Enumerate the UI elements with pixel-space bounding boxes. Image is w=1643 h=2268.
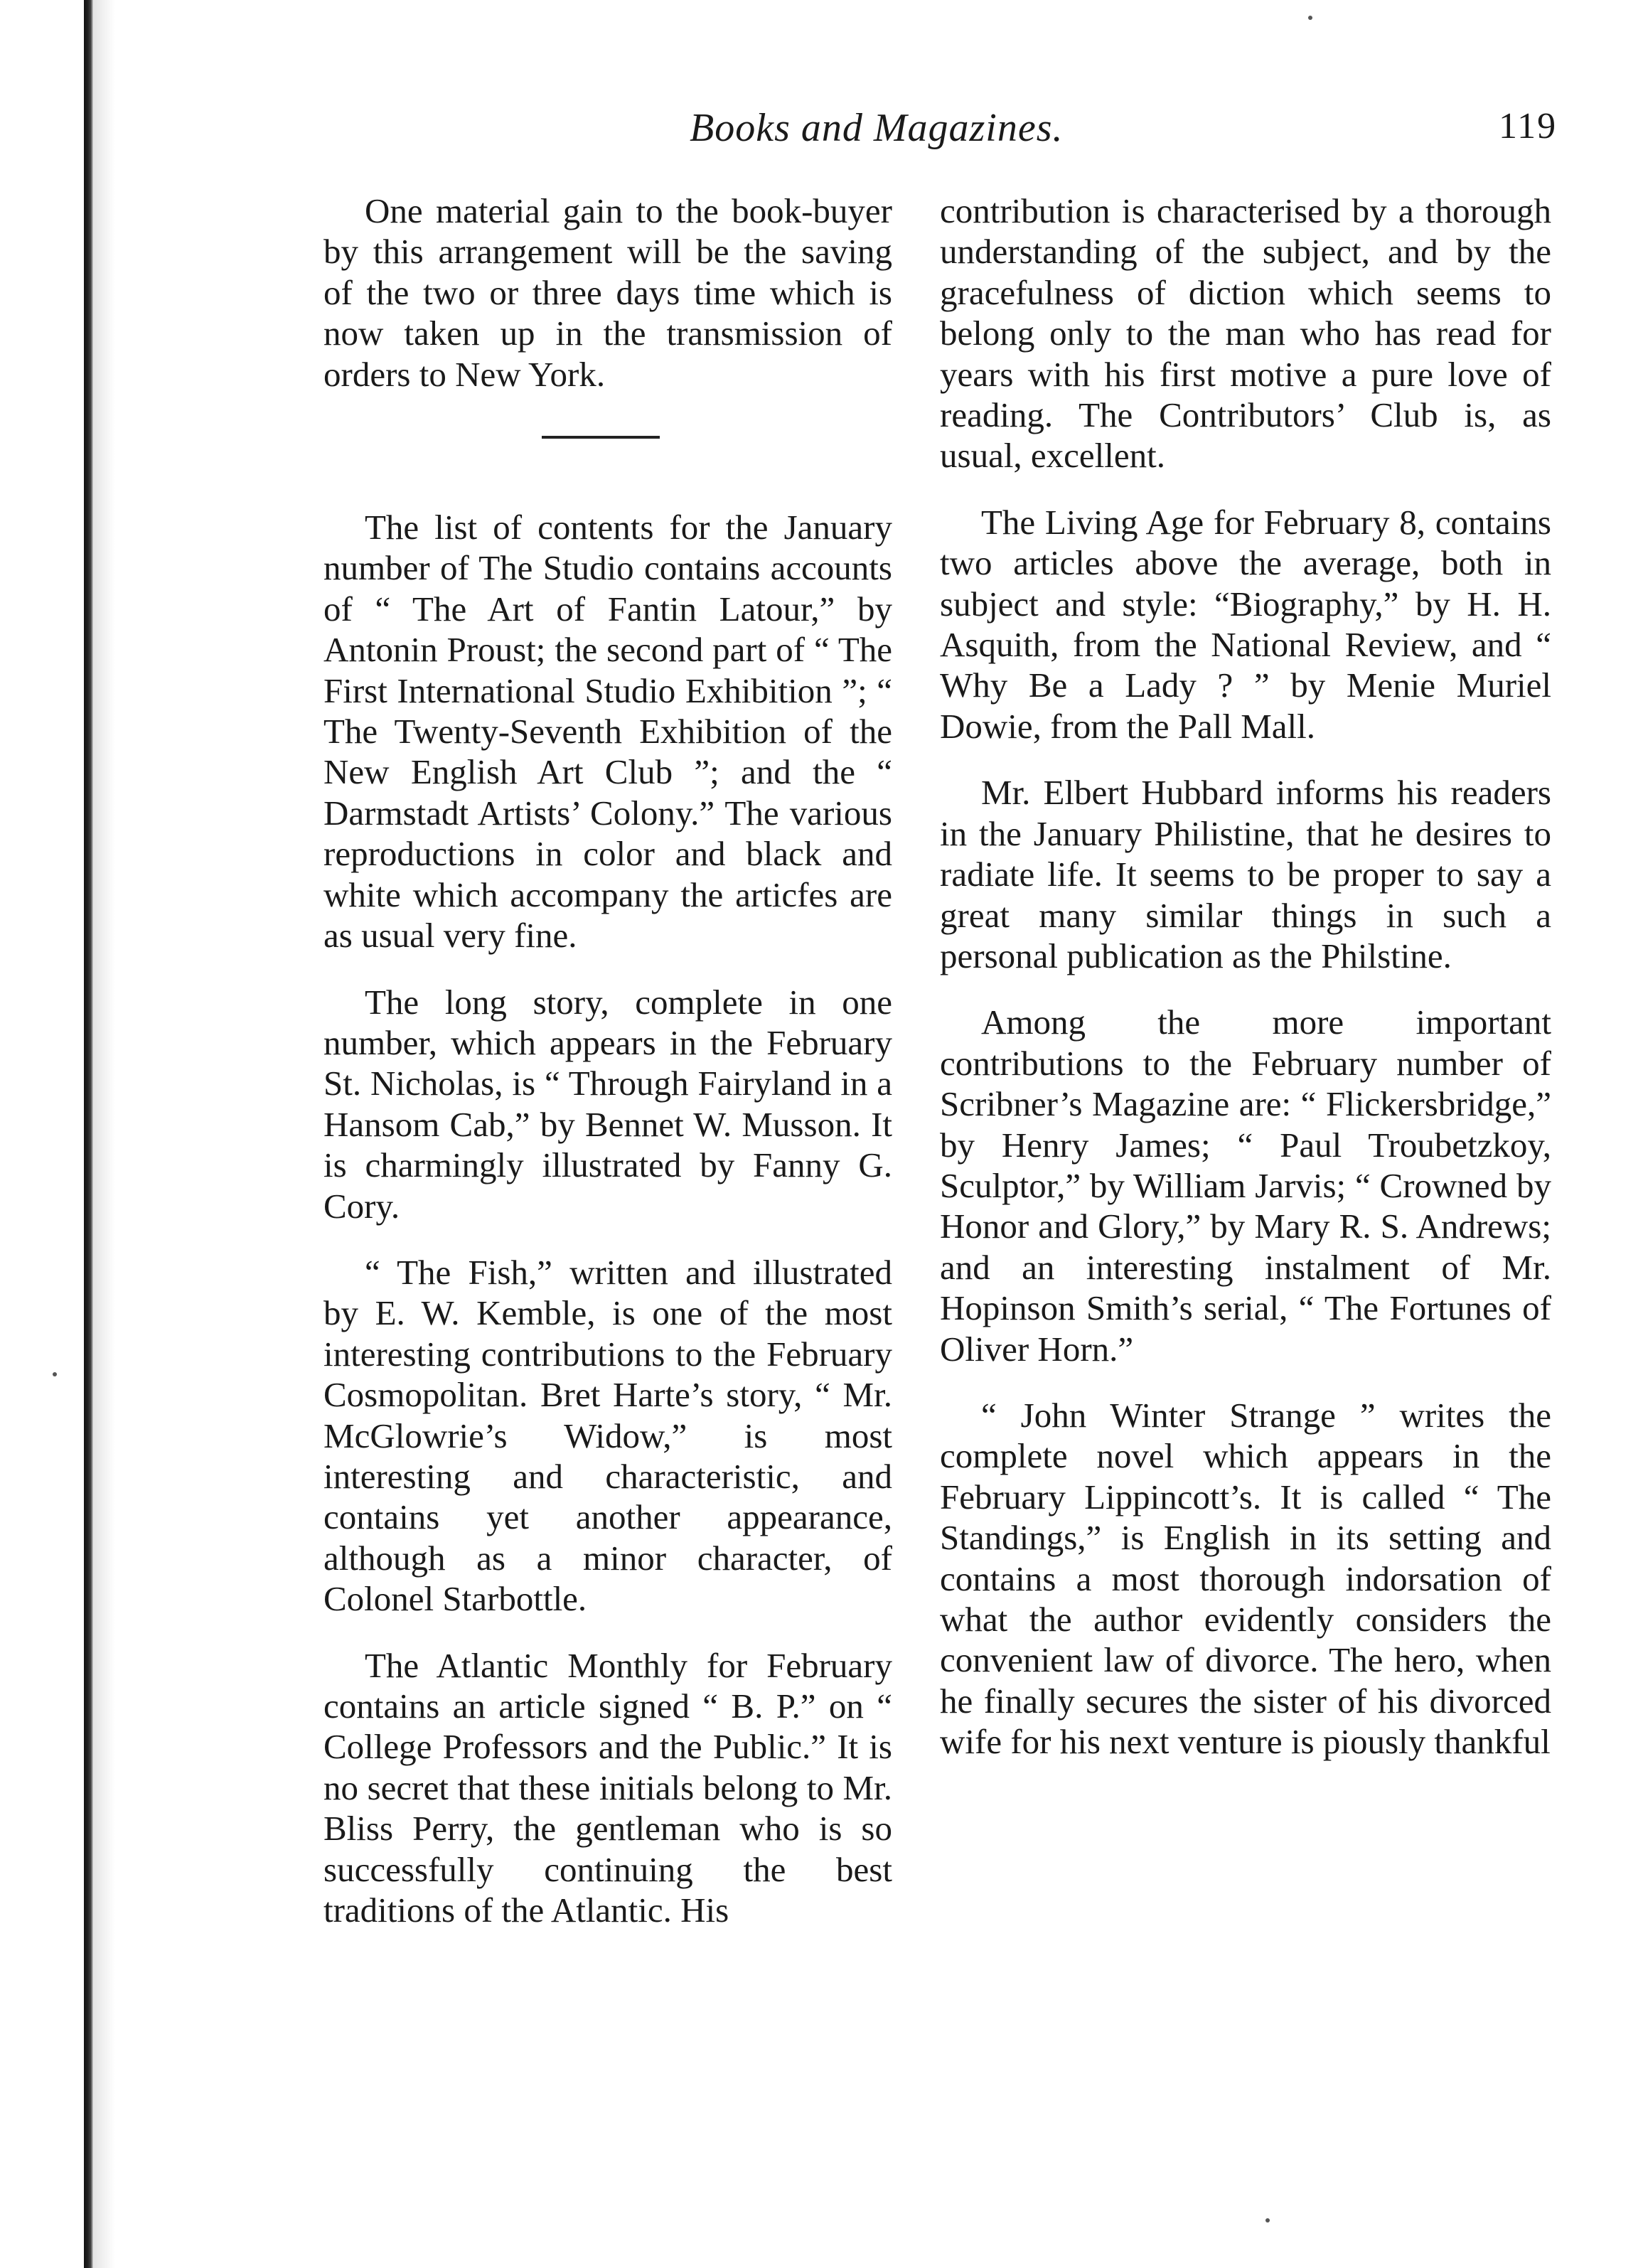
paragraph-cosmopolitan: “ The Fish,” written and illustrated by E. W. Kemble, is one of the most interesting contributions to the February Cosmopolitan. Bret Harte’s story, “ Mr. McGlowrie’s Widow,” is most interesting and characteristic, and contains yet another appearance, although as a minor character, of Colonel Starbottle. [323, 1252, 892, 1619]
paragraph-st-nicholas: The long story, complete in one number, which appears in the February St. Nicholas, is “ Through Fairyland in a Hansom Cab,” by Bennet W. Musson. It is charmingly illustrated by Fanny G. Cory. [323, 982, 892, 1226]
print-speck [1265, 2218, 1270, 2222]
paragraph-scribners: Among the more important contributions to the February number of Scribner’s Magazine are: “ Flickersbridge,” by Henry James; “ Paul Troubetzkoy, Sculptor,” by William Jarvis; “ Crowned by Honor and Glory,” by Mary R. S. Andrews; and an interesting instalment of Mr. Hopinson Smith’s serial, “ The Fortunes of Oliver Horn.” [940, 1002, 1551, 1369]
paragraph-philistine: Mr. Elbert Hubbard informs his readers in the January Philistine, that he desires to radiate life. It seems to be proper to say a great many similar things in such a personal publication as the Philstine. [940, 773, 1551, 975]
right-column [940, 191, 1551, 1788]
left-column [323, 191, 892, 1956]
paragraph-atlantic: The Atlantic Monthly for February contains an article signed “ B. P.” on “ College Professors and the Public.” It is no secret that these initials belong to Mr. Bliss Perry, the gentleman who is so successfully continuing the best traditions of the Atlantic. His [323, 1645, 892, 1930]
page-number: 119 [1499, 106, 1558, 146]
paragraph-living-age: The Living Age for February 8, contains two articles above the average, both in subject and style: “Biography,” by H. H. Asquith, from the National Review, and “ Why Be a Lady ? ” by Menie Muriel Dowie, from the Pall Mall. [940, 502, 1551, 746]
binding-edge [84, 0, 94, 2268]
paragraph-lippincotts: “ John Winter Strange ” writes the complete novel which appears in the February Lippincott’s. It is called “ The Standings,” is English in its setting and contains a most thorough indorsation of what the author evidently considers the convenient law of divorce. The hero, when he finally secures the sister of his divorced wife for his next venture is piously thankful [940, 1395, 1551, 1762]
binding-shadow [94, 0, 115, 2268]
running-title: Books and Magazines. [690, 106, 1064, 150]
paragraph-studio: The list of contents for the January number of The Studio contains accounts of “ The Art of Fantin Latour,” by Antonin Proust; the second part of “ The First International Studio Exhibition ”; “ The Twenty-Seventh Exhibition of the New English Art Club ”; and the “ Darmstadt Artists’ Colony.” The various reproductions in color and black and white which accompany the articfes are as usual very fine. [323, 508, 892, 956]
paragraph-atlantic-continued: contribution is characterised by a thorough understanding of the subject, and by the gracefulness of diction which seems to belong only to the man who has read for years with his first motive a pure love of reading. The Contributors’ Club is, as usual, excellent. [940, 191, 1551, 476]
running-head [0, 105, 1643, 162]
print-speck [1308, 16, 1312, 20]
paragraph-book-buyer: One material gain to the book-buyer by this arrangement will be the saving of the two or three days time which is now taken up in the transmission of orders to New York. [323, 191, 892, 394]
print-speck [53, 1372, 57, 1376]
section-divider [542, 436, 660, 439]
